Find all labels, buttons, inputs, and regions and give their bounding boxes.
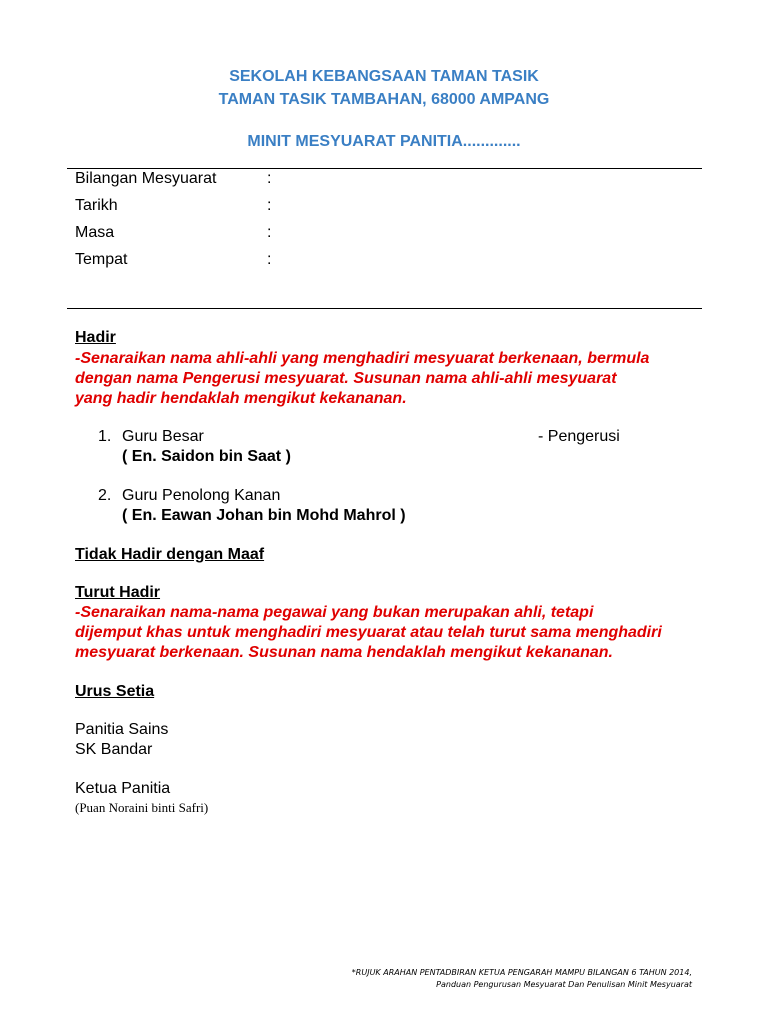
also-present-instruction-line: -Senaraikan nama-nama pegawai yang bukan merupakan ahli, tetapi [75,604,594,621]
attendance-heading: Hadir [75,329,116,346]
list-item-name: ( En. Saidon bin Saat ) [122,448,291,465]
bottom-divider [67,308,702,309]
secretariat-name: (Puan Noraini binti Safri) [75,800,209,815]
venue-colon: : [267,251,272,268]
also-present-heading: Turut Hadir [75,584,161,601]
school-address: TAMAN TASIK TAMBAHAN, 68000 AMPANG [218,91,550,108]
date-label: Tarikh [75,197,118,214]
date-colon: : [267,197,272,214]
list-item-position: Guru Besar [122,428,204,445]
top-divider [67,168,702,169]
footnote-line: Panduan Pengurusan Mesyuarat Dan Penulisan Minit Mesyuarat [436,980,692,989]
secretariat-role: Ketua Panitia [75,780,171,797]
attendance-instruction [75,349,715,409]
meeting-number-colon: : [267,170,272,187]
minutes-title: MINIT MESYUARAT PANITIA............. [247,133,521,150]
secretariat-heading: Urus Setia [75,683,155,700]
time-colon: : [267,224,272,241]
also-present-instruction-line: mesyuarat berkenaan. Susunan nama hendaklah mengikut kekananan. [75,644,613,661]
list-item-position: Guru Penolong Kanan [122,487,281,504]
absent-with-apology-heading: Tidak Hadir dengan Maaf [75,546,265,563]
venue-label: Tempat [75,251,128,268]
list-item-number: 2. [98,487,112,504]
list-item-role: - Pengerusi [538,428,620,445]
school-name: SEKOLAH KEBANGSAAN TAMAN TASIK [229,68,539,85]
list-item-number: 1. [98,428,112,445]
footnote-line: *RUJUK ARAHAN PENTADBIRAN KETUA PENGARAH MAMPU BILANGAN 6 TAHUN 2014, [351,968,692,977]
time-label: Masa [75,224,115,241]
list-item-name: ( En. Eawan Johan bin Mohd Mahrol ) [122,507,406,524]
attendance-instruction-line: dengan nama Pengerusi mesyuarat. Susunan nama ahli-ahli mesyuarat [75,370,617,387]
secretariat-school: SK Bandar [75,741,153,758]
also-present-instruction [75,603,715,663]
meeting-number-label: Bilangan Mesyuarat [75,170,217,187]
attendance-instruction-line: -Senaraikan nama ahli-ahli yang menghadiri mesyuarat berkenaan, bermula [75,350,650,367]
also-present-instruction-line: dijemput khas untuk menghadiri mesyuarat atau telah turut sama menghadiri [75,624,662,641]
attendance-instruction-line: yang hadir hendaklah mengikut kekananan. [75,390,407,407]
secretariat-committee: Panitia Sains [75,721,169,738]
